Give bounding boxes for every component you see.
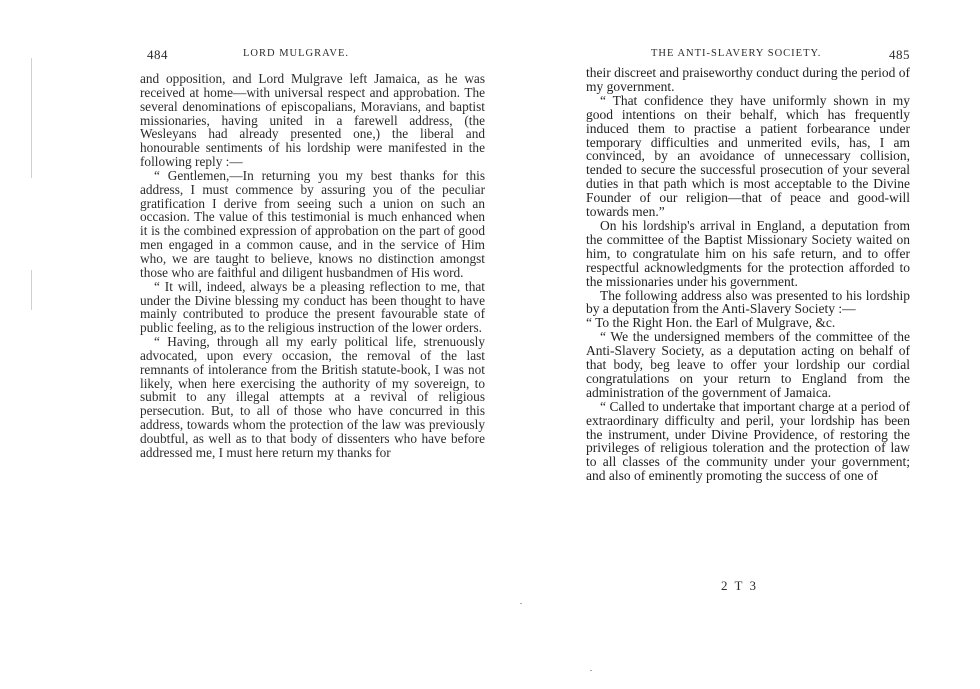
signature-mark: 2 T 3 [721, 578, 758, 593]
right-page-number: 485 [889, 47, 910, 62]
right-page-body [586, 66, 910, 483]
paragraph: “ To the Right Hon. the Earl of Mulgrave, &c. [586, 315, 836, 331]
left-page-number: 484 [147, 47, 168, 62]
paragraph: “ We the undersigned members of the committee of the Anti-Slavery Society, as a deputation acting on behalf of that body, beg leave to offer your lordship our cordial congratulations on your return to England from the administration of the government of Jamaica. [586, 329, 910, 400]
paragraph: The following address also was presented to his lordship by a deputation from the Anti-Slavery Society :— [586, 287, 910, 317]
paragraph: “ That confidence they have uniformly shown in my good intentions on their behalf, which has frequently induced them to practise a patient forbearance under temporary difficulties and unmerited evils, has, I am convinced, by an avoidance of unnecessary collision, tended to secure the successful prosecution of your several duties in that path which is most acceptable to the Divine Founder of our religion—that of peace and good-will towards men.” [586, 92, 910, 220]
paragraph: “ Gentlemen,—In returning you my best thanks for this address, I must commence by assuring you of the peculiar gratification I derive from seeing such a union on such an occasion. The value of this testimonial is much enhanced when it is the combined expression of approbation on the part of good men engaged in a common cause, and in the service of Him who, we are taught to believe, knows no distinction amongst those who are faithful and diligent husbandmen of His word. [140, 167, 485, 280]
left-running-head [140, 47, 485, 63]
scan-edge-mark [31, 58, 32, 178]
scan-speck [590, 670, 592, 671]
paragraph: their discreet and praiseworthy conduct during the period of my government. [586, 65, 910, 94]
paragraph: “ Called to undertake that important charge at a period of extraordinary difficulty and peril, your lordship has been the instrument, under Divine Providence, of restoring the privileges of religious toleration and the protection of law to all classes of the community under your government; and also of eminently promoting the success of one of [586, 398, 910, 484]
paragraph: On his lordship's arrival in England, a deputation from the committee of the Baptist Missionary Society waited on him, to congratulate him on his safe return, and to offer respectful acknowledgments for the protection afforded to the missionaries under his government. [586, 217, 910, 289]
paragraph: “ Having, through all my early political life, strenuously advocated, upon every occasion, the removal of the last remnants of intolerance from the British statute-book, I was not likely, when here exercising the authority of my sovereign, to submit to any illegal attempts at a revival of religious persecution. But, to all of those who have concurred in this address, towards whom the protection of the law was previously doubtful, as well as to that body of dissenters who have before addressed me, I must here return my thanks for [140, 334, 485, 460]
paragraph: and opposition, and Lord Mulgrave left Jamaica, as he was received at home—with universal respect and approbation. The several denominations of episcopalians, Moravians, and baptist missionaries, having united in a farewell address, (the Wesleyans had already presented one,) the liberal and honourable sentiments of his lordship were manifested in the following reply :— [140, 71, 485, 170]
paragraph: “ It will, indeed, always be a pleasing reflection to me, that under the Divine blessing my conduct has been thought to have mainly contributed to produce the present favourable state of public feeling, as to the religious instruction of the lower orders. [140, 278, 485, 336]
right-running-head [586, 47, 910, 63]
scan-speck [520, 603, 522, 604]
left-page-body [140, 72, 485, 460]
scan-edge-mark [31, 270, 32, 310]
left-running-title: LORD MULGRAVE. [243, 48, 349, 59]
right-running-title: THE ANTI-SLAVERY SOCIETY. [651, 48, 822, 59]
